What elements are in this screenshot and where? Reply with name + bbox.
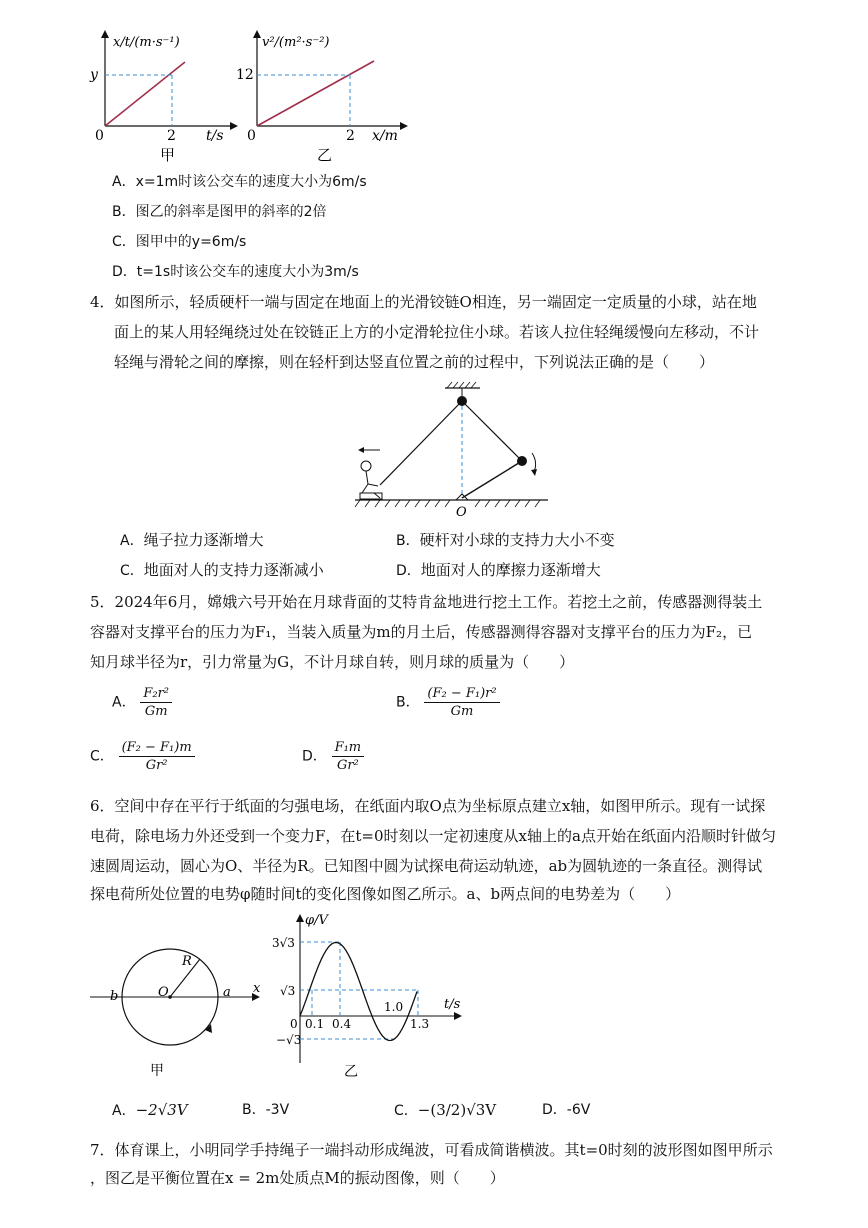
graph-jia-line xyxy=(105,62,185,126)
q5-option-a[interactable]: A． $\frac{\text{F₂r²}}{Gm}$ xyxy=(112,686,172,719)
q5-option-b[interactable]: B． $\frac{\text{(F₂ − F₁)r²}}{Gm}$ xyxy=(396,686,500,719)
graph-jia xyxy=(80,28,240,168)
q5-option-c[interactable]: C． $\frac{\text{(F₂ − F₁)m}}{\text{Gr²}}$ xyxy=(90,740,195,773)
q4-option-c[interactable]: C．地面对人的支持力逐渐减小 xyxy=(120,561,324,579)
q5-option-d-fraction: $\frac{\text{F₁m}}{\text{Gr²}}$ xyxy=(332,740,365,773)
graph-jia-x-label: t/s xyxy=(206,128,224,144)
q4-hinge-label: O xyxy=(456,505,467,520)
q6-option-b[interactable]: B．-3V xyxy=(242,1102,290,1118)
q3-option-b[interactable]: B．图乙的斜率是图甲的斜率的2倍 xyxy=(112,204,327,220)
graph-yi-x-label: x/m xyxy=(372,128,398,144)
q5-stem-line-2: 容器对支撑平台的压力为F₁，当装入质量为m的月土后，传感器测得容器对支撑平台的压力为F₂，已 xyxy=(90,623,753,641)
q6-phi-x-label: t/s xyxy=(444,997,461,1012)
q6-phi-tick-neg-sqrt3: −√3 xyxy=(276,1033,302,1047)
q6-circle-caption: 甲 xyxy=(150,1063,164,1079)
q6-label-O: O xyxy=(158,985,169,1000)
q6-option-a[interactable]: A．−2√3V xyxy=(112,1101,188,1119)
q6-phi-t01: 0.1 xyxy=(305,1017,325,1031)
graph-yi-origin: 0 xyxy=(247,128,256,144)
q6-phi-origin: 0 xyxy=(290,1017,298,1031)
q6-phi-tick-3sqrt3: 3√3 xyxy=(272,936,295,950)
q4-stem-line-2: 面上的某人用轻绳绕过处在铰链正上方的小定滑轮拉住小球。若该人拉住轻绳缓慢向左移动，不计 xyxy=(114,323,760,341)
ball-icon xyxy=(517,456,527,466)
q7-stem-line-1: 7．体育课上，小明同学手持绳子一端抖动形成绳波，可看成简谐横波。其t=0时刻的波形图如图甲所示 xyxy=(90,1141,773,1159)
q5-stem-line-1: 5．2024年6月，嫦娥六号开始在月球背面的艾特肯盆地进行挖土工作。若挖土之前，传感器测得装土 xyxy=(90,593,763,611)
q6-option-c[interactable]: C．−(3/2)√3V xyxy=(394,1101,497,1119)
q6-stem-line-2: 电荷，除电场力外还受到一个变力F，在t=0时刻以一定初速度从x轴上的a点开始在纸面内沿顺时针做匀 xyxy=(90,827,776,845)
graph-yi-tick-y: 12 xyxy=(236,67,254,83)
q6-phi-t10: 1.0 xyxy=(384,1000,404,1014)
graph-jia-origin: 0 xyxy=(95,128,104,144)
q6-phi-t13: 1.3 xyxy=(410,1017,430,1031)
left-arrow-icon xyxy=(358,447,364,453)
q6-stem-line-1: 6．空间中存在平行于纸面的匀强电场，在纸面内取O点为坐标原点建立x轴，如图甲所示。现有一试探 xyxy=(90,797,766,815)
q4-stem-line-1: 4．如图所示，轻质硬杆一端与固定在地面上的光滑铰链O相连，另一端固定一定质量的小球，站在地 xyxy=(90,293,757,311)
q5-option-d[interactable]: D． $\frac{\text{F₁m}}{\text{Gr²}}$ xyxy=(302,740,364,773)
person-icon xyxy=(360,461,382,499)
q5-option-c-fraction: $\frac{\text{(F₂ − F₁)m}}{\text{Gr²}}$ xyxy=(119,740,195,773)
q6-phi-y-label: φ/V xyxy=(305,913,328,928)
graph-yi-line xyxy=(257,61,374,126)
q6-option-d[interactable]: D．-6V xyxy=(542,1102,591,1118)
q6-phi-figure xyxy=(272,908,472,1083)
graph-yi-tick-x: 2 xyxy=(346,128,355,144)
q6-phi-tick-sqrt3: √3 xyxy=(280,984,296,998)
q4-option-d[interactable]: D．地面对人的摩擦力逐渐增大 xyxy=(396,561,601,579)
q6-label-R: R xyxy=(182,954,192,969)
graph-jia-tick-y: y xyxy=(90,67,98,83)
graph-jia-y-label: x/t/(m·s⁻¹) xyxy=(113,35,180,50)
graph-yi-caption: 乙 xyxy=(317,146,333,164)
q6-stem-line-4: 探电荷所处位置的电势φ随时间t的变化图像如图乙所示。a、b两点间的电势差为（ ） xyxy=(90,885,681,903)
q6-stem-line-3: 速圆周运动，圆心为O、半径为R。已知图中圆为试探电荷运动轨迹，ab为圆轨迹的一条直径。测得试 xyxy=(90,857,763,875)
q4-stem-line-3: 轻绳与滑轮之间的摩擦，则在轻杆到达竖直位置之前的过程中，下列说法正确的是（ ） xyxy=(114,353,715,371)
q4-figure xyxy=(350,380,550,520)
q6-label-x: x xyxy=(253,981,261,996)
graph-yi-y-label: v²/(m²·s⁻²) xyxy=(262,35,330,50)
q4-option-a[interactable]: A．绳子拉力逐渐增大 xyxy=(120,531,264,549)
q5-option-b-fraction: $\frac{\text{(F₂ − F₁)r²}}{Gm}$ xyxy=(424,686,499,719)
graph-jia-tick-x: 2 xyxy=(167,128,176,144)
q7-stem-line-2: ，图乙是平衡位置在x = 2m处质点M的振动图像，则（ ） xyxy=(90,1169,505,1187)
q6-circle-figure xyxy=(90,930,270,1080)
q6-phi-t04: 0.4 xyxy=(332,1017,352,1031)
q6-label-a: a xyxy=(223,985,231,1000)
q3-option-c[interactable]: C．图甲中的y=6m/s xyxy=(112,234,247,250)
q3-option-a[interactable]: A．x=1m时该公交车的速度大小为6m/s xyxy=(112,174,367,190)
q5-option-a-fraction: $\frac{\text{F₂r²}}{Gm}$ xyxy=(140,686,172,719)
q6-phi-caption: 乙 xyxy=(344,1064,358,1080)
q6-label-b: b xyxy=(110,989,119,1004)
q3-option-d[interactable]: D．t=1s时该公交车的速度大小为3m/s xyxy=(112,264,359,280)
graph-yi xyxy=(232,28,412,168)
q4-option-b[interactable]: B．硬杆对小球的支持力大小不变 xyxy=(396,531,615,549)
q5-stem-line-3: 知月球半径为r，引力常量为G，不计月球自转，则月球的质量为（ ） xyxy=(90,653,575,671)
graph-jia-caption: 甲 xyxy=(160,146,176,164)
